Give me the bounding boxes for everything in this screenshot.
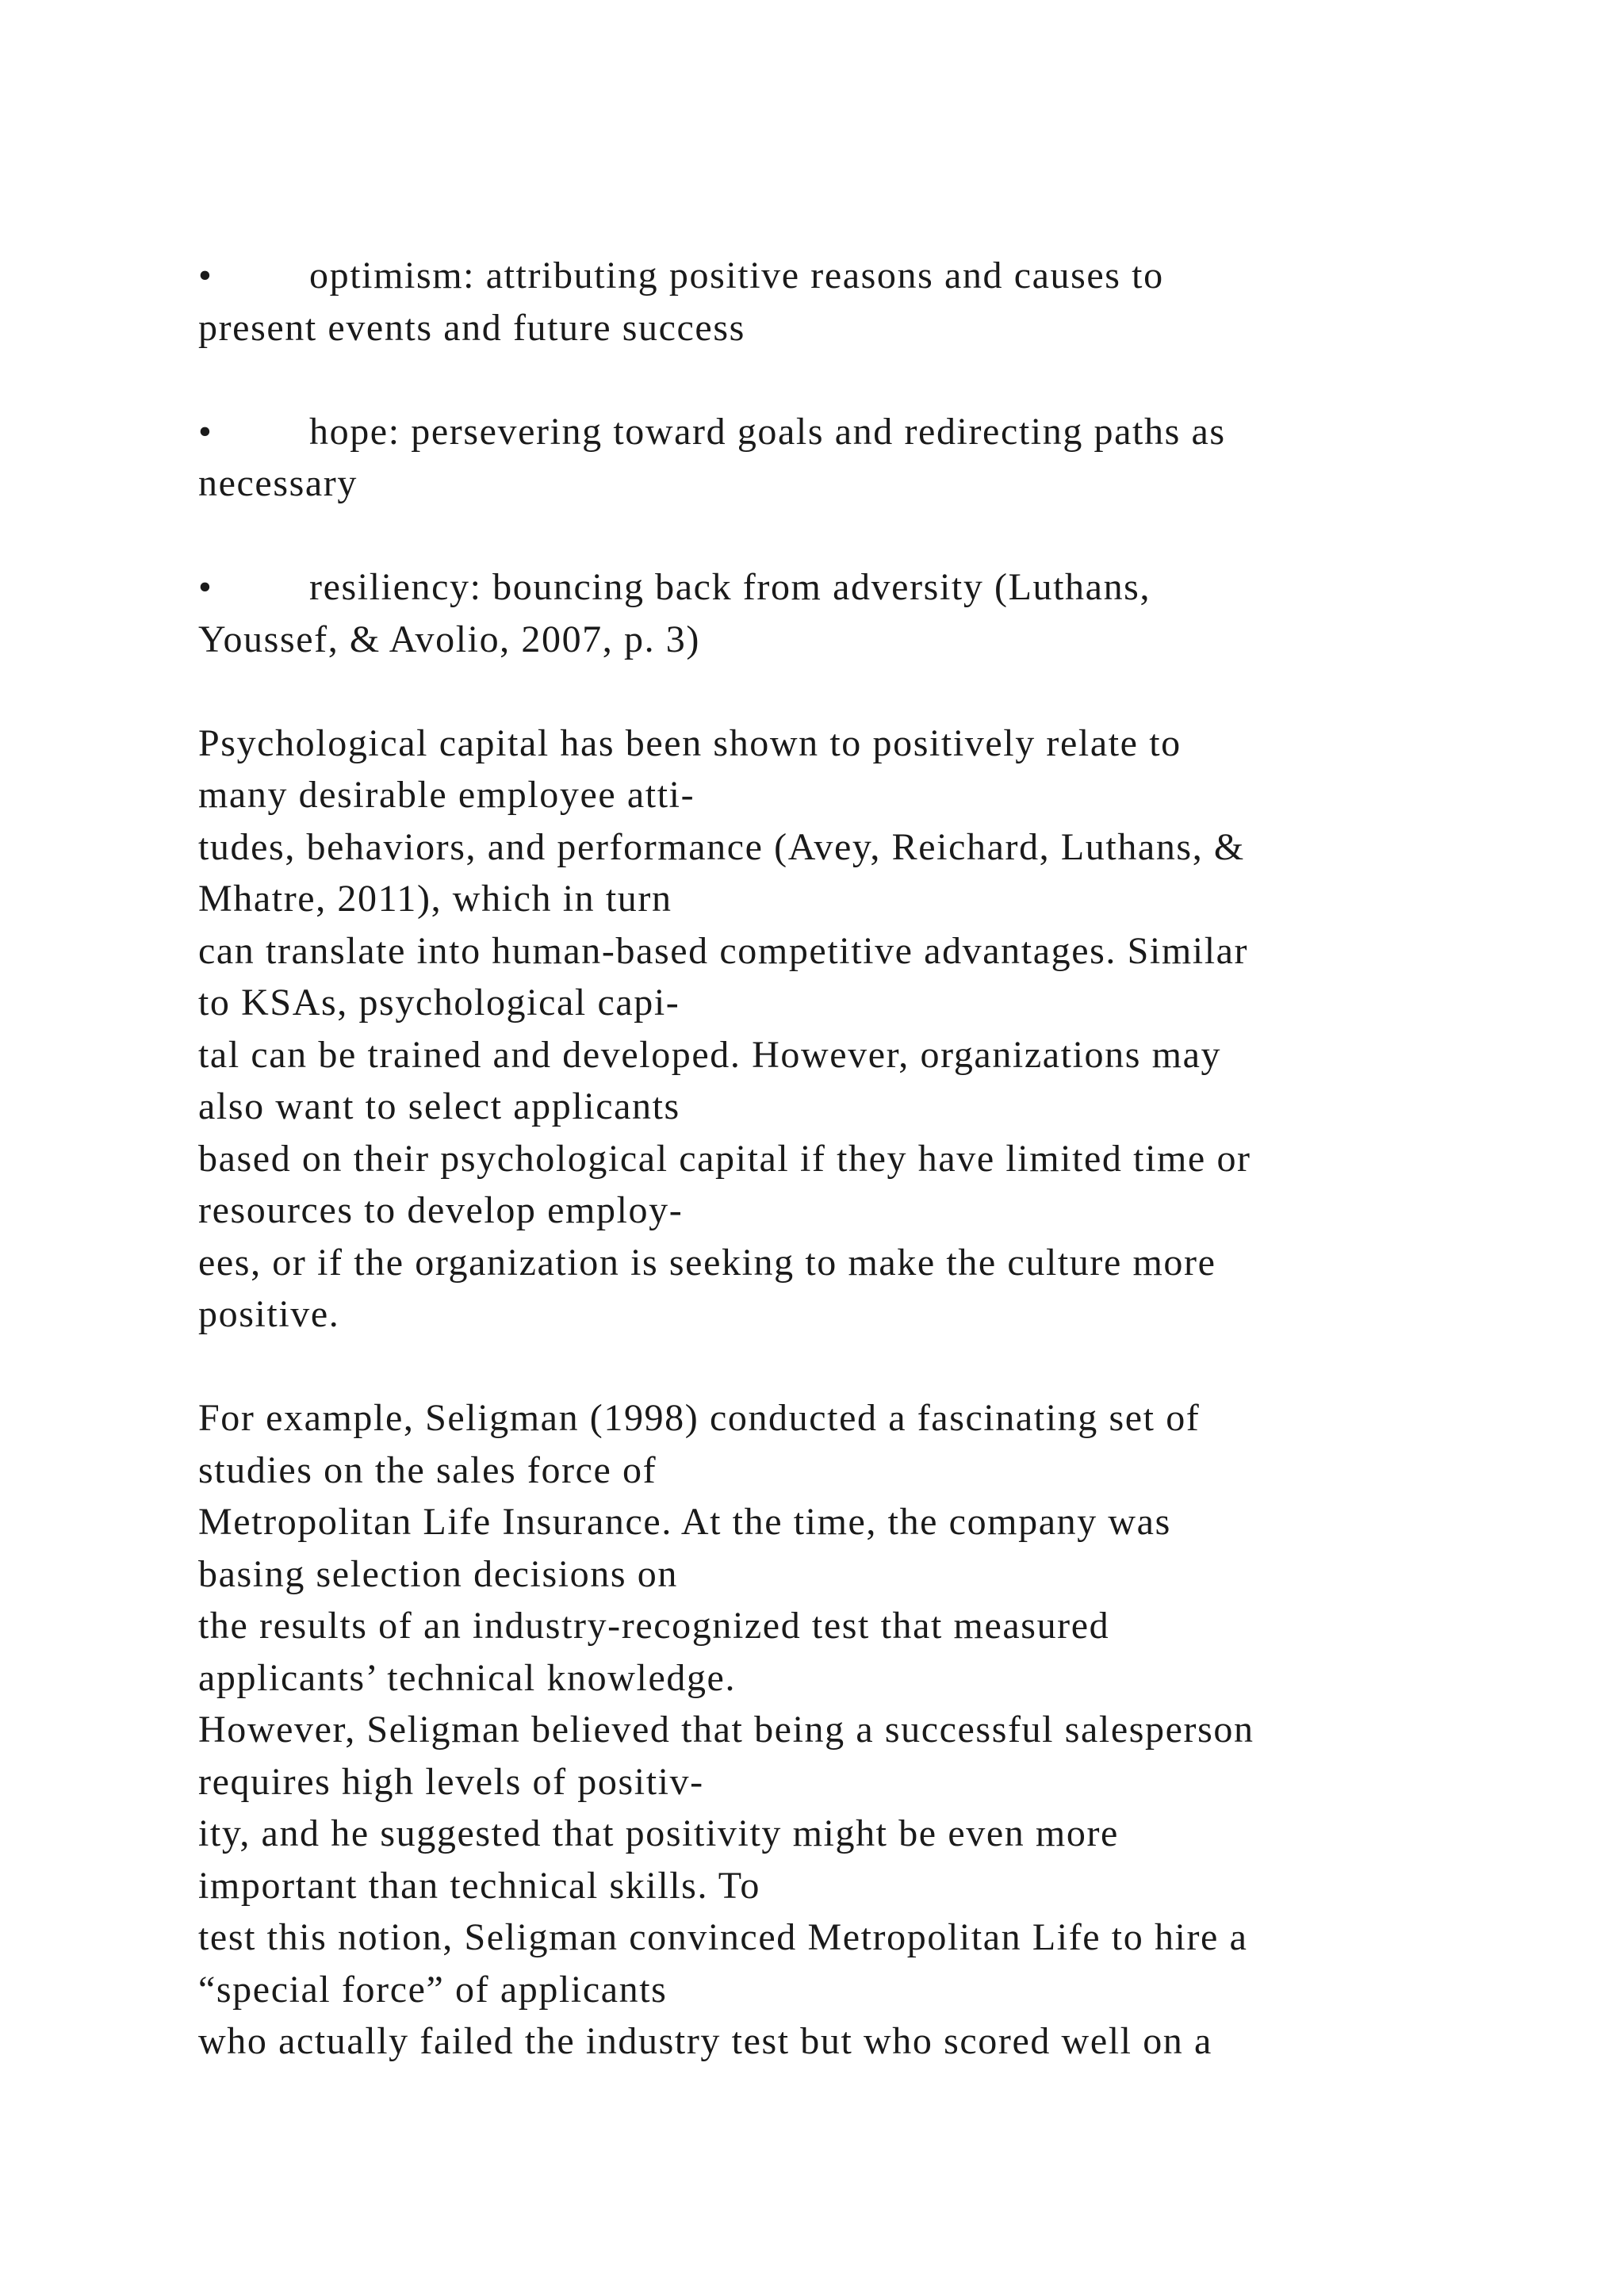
paragraph-line: important than technical skills. To [198,1864,760,1907]
bullet-text-continued: necessary [198,462,358,504]
bullet-line [198,250,1546,302]
bullet-symbol: • [198,566,213,608]
paragraph-line: who actually failed the industry test but who scored well on a [198,2020,1212,2062]
paragraph-line: test this notion, Seligman convinced Metropolitan Life to hire a [198,1916,1248,1958]
paragraph-line: ity, and he suggested that positivity might be even more [198,1812,1119,1854]
paragraph-line: applicants’ technical knowledge. [198,1656,737,1699]
paragraph-line: Metropolitan Life Insurance. At the time, the company was [198,1501,1171,1543]
bullet-text: optimism: attributing positive reasons and causes to [309,254,1164,297]
paragraph-line: However, Seligman believed that being a successful salesperson [198,1709,1254,1751]
bullet-text: hope: persevering toward goals and redirecting paths as [309,410,1226,453]
paragraph-line: the results of an industry-recognized test that measured [198,1605,1110,1647]
bullet-line [198,561,1546,614]
paragraph-line: resources to develop employ- [198,1189,684,1231]
bullet-text-continued: present events and future success [198,306,745,349]
paragraph-line: tal can be trained and developed. However, organizations may [198,1033,1222,1076]
paragraph-line: “special force” of applicants [198,1968,668,2011]
bullet-item-optimism [198,250,1546,354]
paragraph-line: ees, or if the organization is seeking to make the culture more [198,1241,1216,1284]
document-page [198,250,1546,2068]
paragraph-line: Psychological capital has been shown to positively relate to [198,721,1182,764]
paragraph-line: also want to select applicants [198,1085,680,1127]
paragraph-line: requires high levels of positiv- [198,1760,704,1803]
bullet-text: resiliency: bouncing back from adversity (Luthans, [309,566,1151,608]
paragraph-line: based on their psychological capital if they have limited time or [198,1137,1251,1180]
bullet-symbol: • [198,410,213,453]
paragraph-line: positive. [198,1293,340,1335]
paragraph-line: For example, Seligman (1998) conducted a fascinating set of [198,1397,1201,1439]
paragraph-line: basing selection decisions on [198,1552,678,1595]
bullet-text-continued: Youssef, & Avolio, 2007, p. 3) [198,618,700,660]
bullet-line [198,406,1546,458]
paragraph-line: can translate into human-based competitive advantages. Similar [198,929,1249,972]
paragraph-psychological-capital [198,718,1546,1341]
paragraph-seligman-example [198,1392,1546,2068]
bullet-symbol: • [198,254,213,297]
paragraph-line: studies on the sales force of [198,1448,657,1491]
bullet-item-resiliency [198,561,1546,665]
paragraph-line: to KSAs, psychological capi- [198,982,680,1024]
paragraph-line: Mhatre, 2011), which in turn [198,878,672,920]
bullet-list [198,250,1546,665]
paragraph-line: tudes, behaviors, and performance (Avey, Reichard, Luthans, & [198,825,1245,868]
paragraph-line: many desirable employee atti- [198,774,695,816]
bullet-item-hope [198,406,1546,510]
